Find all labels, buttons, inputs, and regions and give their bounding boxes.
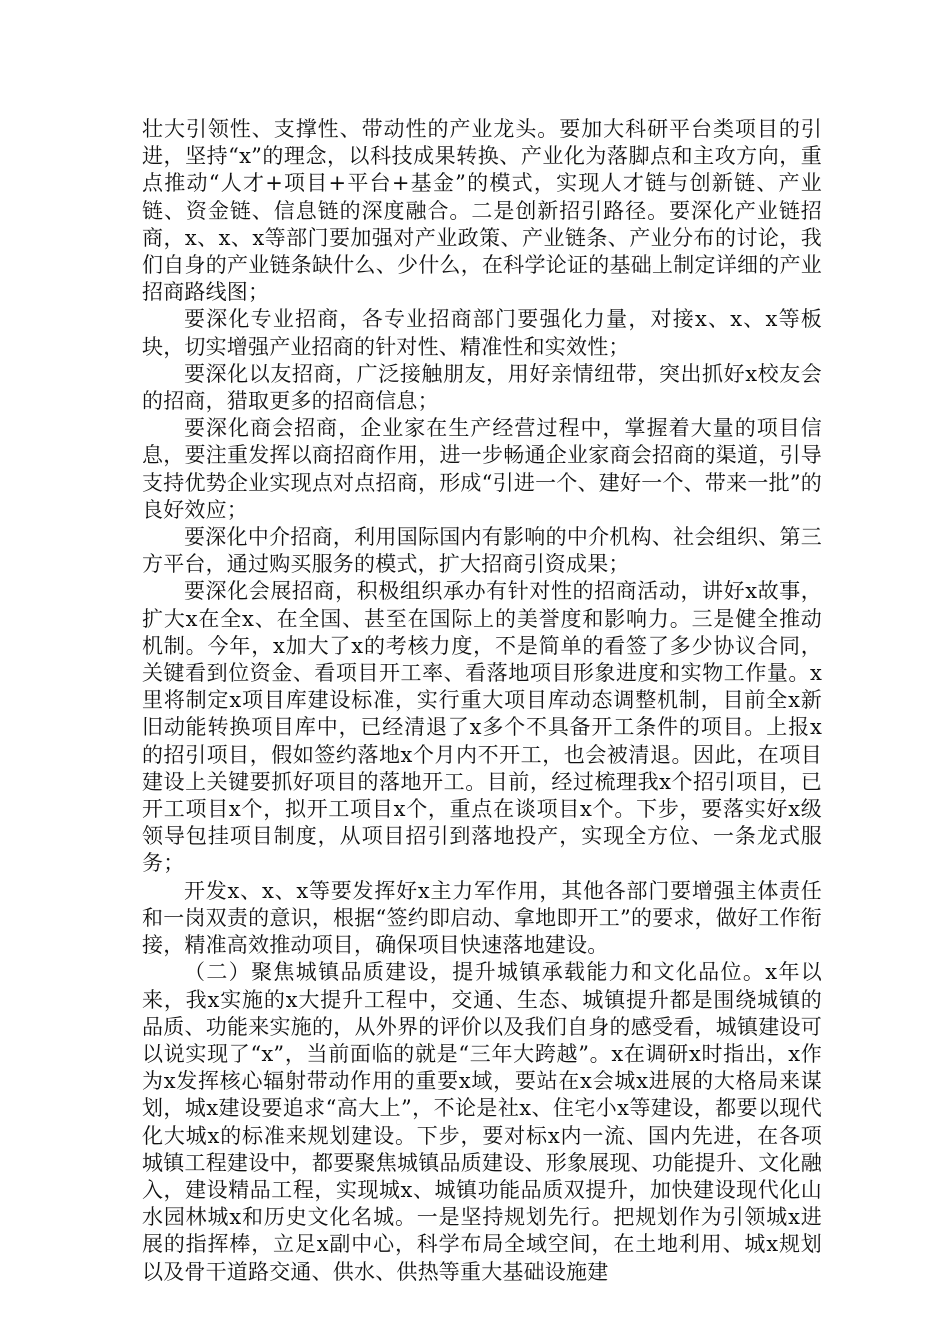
paragraph-3: 要深化以友招商，广泛接触朋友，用好亲情纽带，突出抓好x校友会的招商，猎取更多的招商信息； bbox=[142, 361, 822, 414]
paragraph-8: （二）聚焦城镇品质建设，提升城镇承载能力和文化品位。x年以来，我x实施的x大提升工程中，交通、生态、城镇提升都是围绕城镇的品质、功能来实施的，从外界的评价以及我们自身的感受看，城镇建设可以说实现了“x”，当前面临的就是“三年大跨越”。x在调研x时指出，x作为x发挥核心辐射带动作用的重要x域，要站在x会城x进展的大格局来谋划，城x建设要追求“高大上”，不论是社x、住宅小x等建设，都要以现代化大城x的标准来规划建设。下步，要对标x内一流、国内先进，在各项城镇工程建设中，都要聚焦城镇品质建设、形象展现、功能提升、文化融入，建设精品工程，实现城x、城镇功能品质双提升，加快建设现代化山水园林城x和历史文化名城。一是坚持规划先行。把规划作为引领城x进展的指挥棒，立足x副中心，科学布局全域空间，在土地利用、城x规划以及骨干道路交通、供水、供热等重大基础设施建 bbox=[142, 960, 822, 1284]
paragraph-4: 要深化商会招商，企业家在生产经营过程中，掌握着大量的项目信息，要注重发挥以商招商作用，进一步畅通企业家商会招商的渠道，引导支持优势企业实现点对点招商，形成“引进一个、建好一个、带来一批”的良好效应； bbox=[142, 416, 822, 522]
paragraph-1: 壮大引领性、支撑性、带动性的产业龙头。要加大科研平台类项目的引进，坚持“x”的理念，以科技成果转换、产业化为落脚点和主攻方向，重点推动“人才+项目+平台+基金”的模式，实现人才链与创新链、产业链、资金链、信息链的深度融合。二是创新招引路径。要深化产业链招商，x、x、x等部门要加强对产业政策、产业链条、产业分布的讨论，我们自身的产业链条缺什么、少什么，在科学论证的基础上制定详细的产业招商路线图； bbox=[142, 117, 822, 305]
paragraph-2: 要深化专业招商，各专业招商部门要强化力量，对接x、x、x等板块，切实增强产业招商的针对性、精准性和实效性； bbox=[142, 307, 822, 359]
document-body bbox=[142, 116, 822, 1286]
paragraph-6: 要深化会展招商，积极组织承办有针对性的招商活动，讲好x故事，扩大x在全x、在全国、甚至在国际上的美誉度和影响力。三是健全推动机制。今年，x加大了x的考核力度，不是简单的看签了多少协议合同，关键看到位资金、看项目开工率、看落地项目形象进度和实物工作量。x里将制定x项目库建设标准，实行重大项目库动态调整机制，目前全x新旧动能转换项目库中，已经清退了x多个不具备开工条件的项目。上报x的招引项目，假如签约落地x个月内不开工，也会被清退。因此，在项目建设上关键要抓好项目的落地开工。目前，经过梳理我x个招引项目，已开工项目x个，拟开工项目x个，重点在谈项目x个。下步，要落实好x级领导包挂项目制度，从项目招引到落地投产，实现全方位、一条龙式服务； bbox=[142, 579, 822, 876]
paragraph-7: 开发x、x、x等要发挥好x主力军作用，其他各部门要增强主体责任和一岗双责的意识，根据“签约即启动、拿地即开工”的要求，做好工作衔接，精准高效推动项目，确保项目快速落地建设。 bbox=[142, 878, 822, 958]
paragraph-5: 要深化中介招商，利用国际国内有影响的中介机构、社会组织、第三方平台，通过购买服务的模式，扩大招商引资成果； bbox=[142, 525, 822, 577]
